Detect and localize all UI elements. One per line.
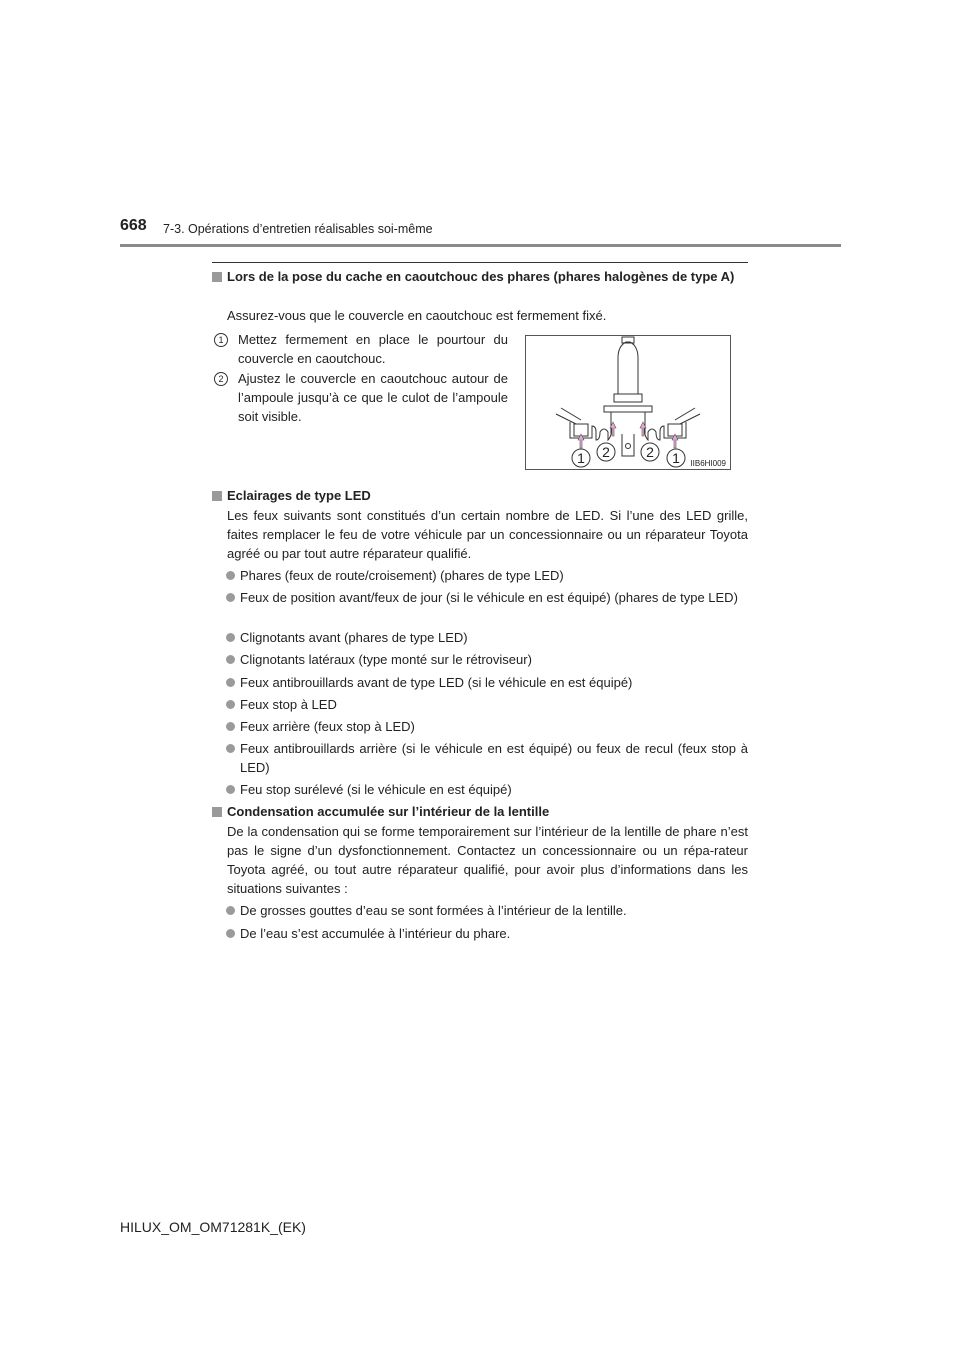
paragraph: De la condensation qui se forme temporairement sur l’intérieur de la lentille de phare n’est pas le signe d’un dysfonctionnement. Contactez un concessionnaire ou un répa-rateur Toyota agréé, ou tout autre réparateur qualifié, pour avoir plus d’informations dans les situations suivantes : bbox=[227, 824, 748, 896]
list-text: De grosses gouttes d’eau se sont formées à l’intérieur de la lentille. bbox=[240, 903, 627, 918]
callout-1: 1 bbox=[577, 450, 585, 466]
section-divider bbox=[212, 262, 748, 263]
bullet-icon bbox=[226, 593, 235, 602]
list-text: Feux antibrouillards arrière (si le véhicule en est équipé) ou feux de recul (feux stop à LED) bbox=[240, 741, 748, 775]
step-text: Ajustez le couvercle en caoutchouc autour de l’ampoule jusqu’à ce que le culot de l’ampoule soit visible. bbox=[238, 371, 508, 424]
chapter-title: 7-3. Opérations d’entretien réalisables soi-même bbox=[163, 222, 433, 236]
step-number: 1 bbox=[214, 333, 228, 347]
step-item bbox=[214, 369, 508, 426]
step-item bbox=[214, 330, 508, 368]
callout-1: 1 bbox=[672, 450, 680, 466]
step-number: 2 bbox=[214, 372, 228, 386]
list-text: Feu stop surélevé (si le véhicule en est équipé) bbox=[240, 782, 512, 797]
list-text: De l’eau s’est accumulée à l’intérieur du phare. bbox=[240, 926, 511, 941]
heading-text: Condensation accumulée sur l’intérieur de la lentille bbox=[227, 804, 550, 819]
bullet-icon bbox=[226, 700, 235, 709]
list-text: Feux arrière (feux stop à LED) bbox=[240, 719, 415, 734]
square-bullet-icon bbox=[212, 491, 222, 501]
list-item bbox=[226, 901, 748, 920]
paragraph: Les feux suivants sont constitués d’un certain nombre de LED. Si l’une des LED grille, faites remplacer le feu de votre véhicule par un concessionnaire ou un réparateur Toyota agréé ou par tout autre réparateur qualifié. bbox=[227, 508, 748, 561]
list-item bbox=[226, 739, 748, 777]
list-item bbox=[226, 628, 748, 647]
bullet-icon bbox=[226, 785, 235, 794]
callout-2: 2 bbox=[646, 444, 654, 460]
header-rule bbox=[120, 244, 841, 247]
bullet-icon bbox=[226, 655, 235, 664]
step-text: Mettez fermement en place le pourtour du couvercle en caoutchouc. bbox=[238, 332, 508, 366]
bulb-illustration bbox=[526, 336, 730, 469]
bullet-icon bbox=[226, 722, 235, 731]
bulb-figure bbox=[525, 335, 731, 470]
list-item bbox=[226, 588, 748, 607]
document-code: HILUX_OM_OM71281K_(EK) bbox=[120, 1219, 306, 1235]
list-item bbox=[226, 717, 748, 736]
heading-text: Eclairages de type LED bbox=[227, 488, 371, 503]
list-text: Feux stop à LED bbox=[240, 697, 337, 712]
bullet-icon bbox=[226, 571, 235, 580]
list-item bbox=[226, 566, 748, 585]
bullet-icon bbox=[226, 744, 235, 753]
bullet-icon bbox=[226, 906, 235, 915]
bullet-icon bbox=[226, 678, 235, 687]
heading-text: Lors de la pose du cache en caoutchouc des phares (phares halogènes de type A) bbox=[227, 269, 735, 284]
bullet-icon bbox=[226, 633, 235, 642]
section-heading bbox=[212, 486, 748, 505]
paragraph: Assurez-vous que le couvercle en caoutchouc est fermement fixé. bbox=[227, 308, 607, 323]
page-number: 668 bbox=[120, 217, 147, 234]
square-bullet-icon bbox=[212, 807, 222, 817]
bullet-icon bbox=[226, 929, 235, 938]
section-heading bbox=[212, 267, 748, 286]
list-item bbox=[226, 673, 748, 692]
list-text: Clignotants avant (phares de type LED) bbox=[240, 630, 468, 645]
list-text: Feux de position avant/feux de jour (si le véhicule en est équipé) (phares de type LED) bbox=[240, 590, 738, 605]
figure-code: IIB6HI009 bbox=[690, 459, 726, 468]
list-text: Clignotants latéraux (type monté sur le rétroviseur) bbox=[240, 652, 532, 667]
square-bullet-icon bbox=[212, 272, 222, 282]
list-item bbox=[226, 695, 748, 714]
list-text: Phares (feux de route/croisement) (phares de type LED) bbox=[240, 568, 564, 583]
callout-2: 2 bbox=[602, 444, 610, 460]
list-text: Feux antibrouillards avant de type LED (si le véhicule en est équipé) bbox=[240, 675, 633, 690]
section-heading bbox=[212, 802, 748, 821]
list-item bbox=[226, 650, 748, 669]
list-item bbox=[226, 780, 748, 799]
list-item bbox=[226, 924, 748, 943]
